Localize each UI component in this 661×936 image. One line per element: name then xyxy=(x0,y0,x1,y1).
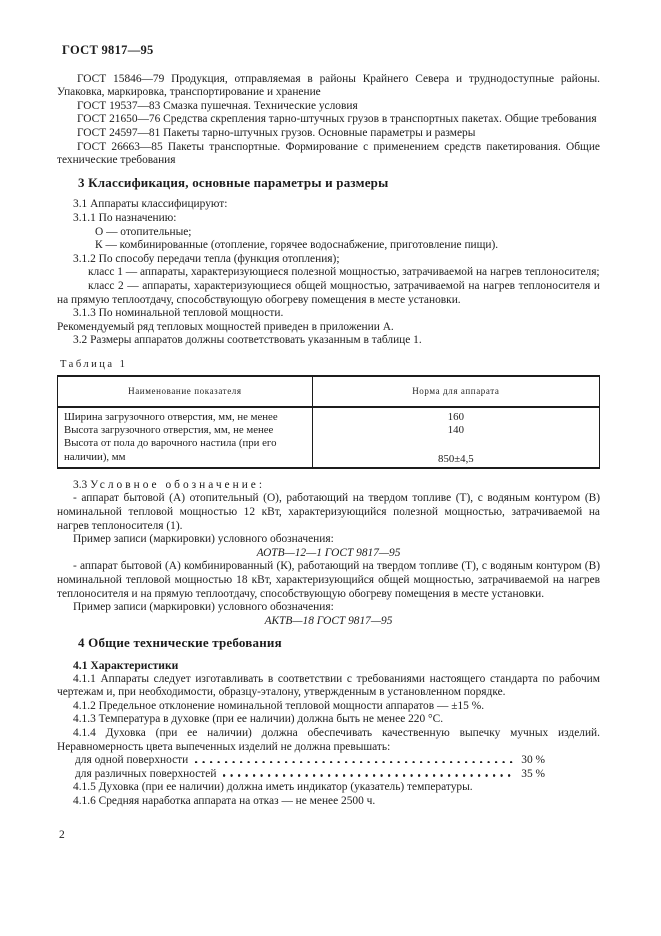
table-1 xyxy=(57,375,600,468)
para-4-1-4: 4.1.4 Духовка (при ее наличии) должна обеспечивать качественную выпечку мучных изделий. Неравномерность цвета выпеченных изделий не должна превышать: xyxy=(57,726,600,753)
para-4-1-6: 4.1.6 Средняя наработка аппарата на отказ — не менее 2500 ч. xyxy=(73,794,376,807)
list-item-o: О — отопительные; xyxy=(95,225,192,238)
leader-value: 30 % xyxy=(521,754,545,767)
reference-item: ГОСТ 24597—81 Пакеты тарно-штучных грузов. Основные параметры и размеры xyxy=(77,126,476,139)
dot-leader xyxy=(223,774,514,777)
reference-item: ГОСТ 15846—79 Продукция, отправляемая в районы Крайнего Севера и труднодоступные районы. Упаковка, маркировка, транспортирование и хранение xyxy=(57,72,600,99)
marking-example-2: АКТВ—18 ГОСТ 9817—95 xyxy=(264,614,393,627)
row-value: 140 xyxy=(312,424,599,437)
dot-leader xyxy=(195,761,514,764)
para-3-1: 3.1 Аппараты классифицируют: xyxy=(73,198,228,211)
references-list xyxy=(57,73,600,168)
reference-item: ГОСТ 21650—76 Средства скрепления тарно-штучных грузов в транспортных пакетах. Общие требования xyxy=(77,113,597,126)
section-3-heading: 3 Классификация, основные параметры и размеры xyxy=(78,174,389,190)
column-header-name: Наименование показателя xyxy=(58,376,313,407)
table-row xyxy=(58,437,600,467)
leader-label: для одной поверхности xyxy=(75,754,189,767)
sub-heading-4-1: 4.1 Характеристики xyxy=(73,659,179,672)
dotted-leader-row xyxy=(57,768,545,782)
para-3-1-3b: Рекомендуемый ряд тепловых мощностей приведен в приложении А. xyxy=(57,320,394,333)
para-class-1: класс 1 — аппараты, характеризующиеся полезной мощностью, затрачиваемой на нагрев теплоносителя; xyxy=(88,266,600,279)
section-3-3-number: 3.3 xyxy=(73,478,88,491)
example-label: Пример записи (маркировки) условного обозначения: xyxy=(73,533,334,546)
para-3-1-2: 3.1.2 По способу передачи тепла (функция отопления); xyxy=(73,252,340,265)
section-4-heading: 4 Общие технические требования xyxy=(78,635,282,651)
para-4-1-2: 4.1.2 Предельное отклонение номинальной тепловой мощности аппаратов — ±15 %. xyxy=(73,699,485,712)
leader-label: для различных поверхностей xyxy=(75,767,217,780)
para-designation-1: - аппарат бытовой (А) отопительный (О), работающий на твердом топливе (Т), с водяным контуром (В) номинальной тепловой мощностью 12 кВт, характеризующийся полезной мощностью, затрачиваемой на нагрев теплоносителя (1). xyxy=(57,492,600,532)
table-row xyxy=(58,407,600,424)
section-4-body xyxy=(57,659,600,809)
marking-example-1: АОТВ—12—1 ГОСТ 9817—95 xyxy=(256,546,401,559)
page-number: 2 xyxy=(59,829,65,841)
reference-item: ГОСТ 26663—85 Пакеты транспортные. Формирование с применением средств пакетирования. Общие технические требования xyxy=(57,140,600,167)
reference-item: ГОСТ 19537—83 Смазка пушечная. Технические условия xyxy=(77,99,358,112)
para-class-2: класс 2 — аппараты, характеризующиеся общей мощностью, затрачиваемой на нагрев теплоносителя и на прямую теплоотдачу, способствующую обогреву помещения в месте установки. xyxy=(57,279,600,306)
row-value: 850±4,5 xyxy=(312,437,599,467)
column-header-value: Норма для аппарата xyxy=(312,376,599,407)
row-value: 160 xyxy=(312,407,599,424)
para-4-1-1: 4.1.1 Аппараты следует изготавливать в соответствии с требованиями настоящего стандарта по рабочим чертежам и, при необходимости, образцу-эталону, утвержденным в установленном порядке. xyxy=(57,672,600,699)
row-name: Высота загрузочного отверстия, мм, не менее xyxy=(64,424,274,437)
list-item-k: К — комбинированные (отопление, горячее водоснабжение, приготовление пищи). xyxy=(95,239,499,252)
section-3-3-heading xyxy=(57,479,600,493)
para-designation-2: - аппарат бытовой (А) комбинированный (К), работающий на твердом топливе (Т), с водяным контуром (В) номинальной тепловой мощностью 18 кВт, характеризующийся общей мощностью, затрачиваемой на нагрев теплоносителя и на прямую теплоотдачу, способствующую обогреву помещения в месте установки. xyxy=(57,560,600,600)
para-4-1-3: 4.1.3 Температура в духовке (при ее наличии) должна быть не менее 220 °С. xyxy=(73,713,444,726)
leader-value: 35 % xyxy=(521,767,545,780)
section-3-3 xyxy=(57,479,600,629)
para-3-2: 3.2 Размеры аппаратов должны соответствовать указанным в таблице 1. xyxy=(73,334,422,347)
example-label: Пример записи (маркировки) условного обозначения: xyxy=(73,601,334,614)
table-header-row xyxy=(58,376,600,407)
para-3-1-3: 3.1.3 По номинальной тепловой мощности. xyxy=(73,307,284,320)
doc-code: ГОСТ 9817—95 xyxy=(62,43,154,57)
section-3-3-title: Условное обозначение: xyxy=(90,478,266,491)
row-name: Высота от пола до варочного настила (при его наличии), мм xyxy=(64,437,277,463)
row-name: Ширина загрузочного отверстия, мм, не менее xyxy=(64,411,278,424)
para-4-1-5: 4.1.5 Духовка (при ее наличии) должна иметь индикатор (указатель) температуры. xyxy=(73,781,473,794)
para-3-1-1: 3.1.1 По назначению: xyxy=(73,211,177,224)
section-3-body xyxy=(57,198,600,348)
table-caption: Таблица 1 xyxy=(60,358,128,370)
table-row xyxy=(58,424,600,437)
dotted-leader-row xyxy=(57,754,545,768)
